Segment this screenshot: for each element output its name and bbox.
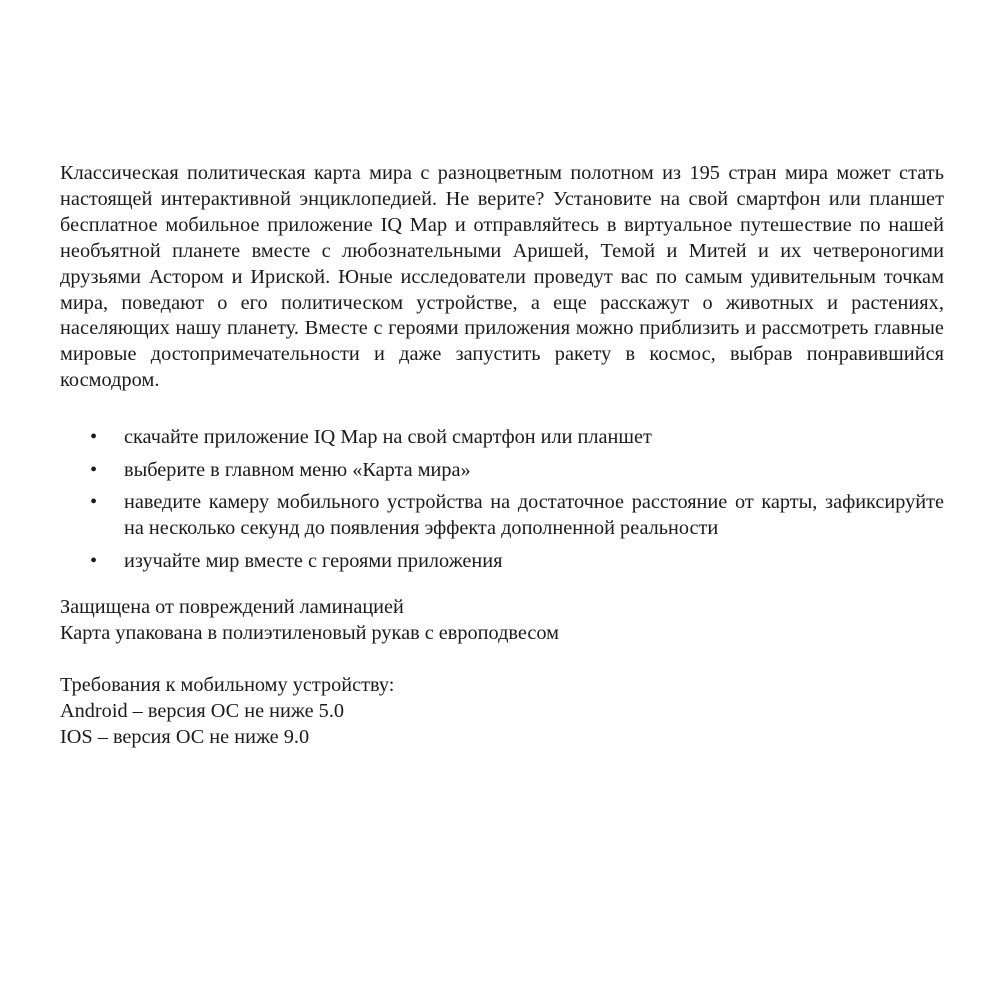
step-text: скачайте приложение IQ Map на свой смартфон или планшет — [124, 426, 652, 449]
list-item — [60, 425, 944, 451]
list-item — [60, 490, 944, 542]
requirement-ios: IOS – версия ОС не ниже 9.0 — [60, 725, 310, 748]
requirements-block — [60, 673, 944, 751]
steps-list — [60, 425, 944, 574]
bullet-icon: • — [90, 458, 98, 481]
requirement-android: Android – версия ОС не ниже 5.0 — [60, 699, 345, 722]
bullet-icon: • — [90, 491, 98, 514]
list-item — [60, 458, 944, 484]
bullet-icon: • — [90, 426, 98, 449]
step-text: выберите в главном меню «Карта мира» — [124, 458, 471, 481]
features-block — [60, 595, 944, 647]
step-text: наведите камеру мобильного устройства на достаточное расстояние от карты, зафиксируйте на несколько секунд до появления эффекта дополненной реальности — [124, 491, 944, 540]
requirements-title: Требования к мобильному устройству: — [60, 673, 395, 696]
list-item — [60, 549, 944, 575]
product-description — [60, 161, 944, 751]
bullet-icon: • — [90, 549, 98, 572]
feature-packaging: Карта упакована в полиэтиленовый рукав с европодвесом — [60, 622, 559, 645]
intro-paragraph: Классическая политическая карта мира с разноцветным полотном из 195 стран мира может стать настоящей интерактивной энциклопедией. Не верите? Установите на свой смартфон или планшет бесплатное мобильное приложение IQ Map и отправляйтесь в виртуальное путешествие по нашей необъятной планете вместе с любознательными Аришей, Темой и Митей и их четвероногими друзьями Астором и Ириской. Юные исследователи проведут вас по самым удивительным точкам мира, поведают о его политическом устройстве, а еще расскажут о животных и растениях, населяющих нашу планету. Вместе с героями приложения можно приблизить и рассмотреть главные мировые достопримечательности и даже запустить ракету в космос, выбрав понравившийся космодром. — [60, 162, 944, 392]
step-text: изучайте мир вместе с героями приложения — [124, 549, 503, 572]
feature-lamination: Защищена от повреждений ламинацией — [60, 596, 404, 619]
